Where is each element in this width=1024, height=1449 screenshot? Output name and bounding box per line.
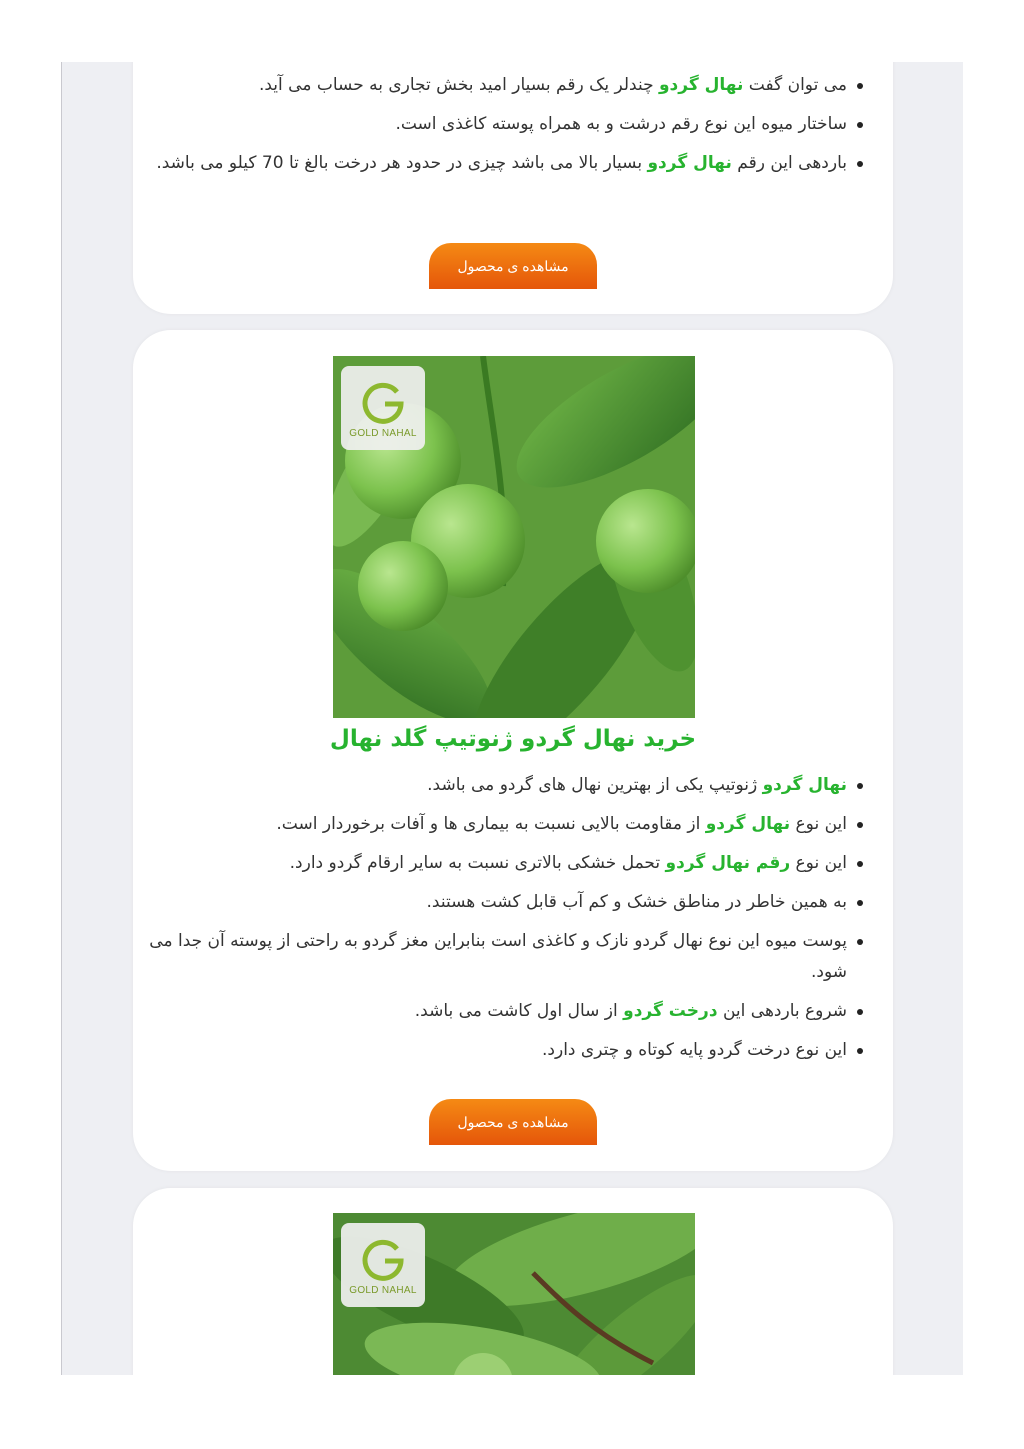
feature-text: شروع باردهی این [717,1001,847,1021]
logo-text: GOLD NAHAL [349,427,417,439]
g-logo-icon [359,1235,407,1283]
product-card-next [133,1188,893,1375]
keyword-link[interactable]: نهال گردو [705,814,791,834]
feature-item [145,70,865,101]
product-card-genotype [133,330,893,1171]
gold-nahal-logo [341,1223,425,1307]
feature-text: این نوع [790,853,847,873]
feature-text: از سال اول کاشت می باشد. [414,1001,624,1021]
feature-text: می توان گفت [743,75,847,95]
content-column [61,62,963,1375]
feature-text: به همین خاطر در مناطق خشک و کم آب قابل کشت هستند. [426,892,847,912]
feature-item [145,887,865,918]
view-product-button[interactable]: مشاهده ی محصول [429,1099,597,1145]
gold-nahal-logo [341,366,425,450]
logo-text: GOLD NAHAL [349,1284,417,1296]
keyword-link[interactable]: درخت گردو [623,1001,718,1021]
feature-item [145,996,865,1027]
feature-text: ژنوتیپ یکی از بهترین نهال های گردو می باشد. [427,775,763,795]
feature-item [145,926,865,988]
feature-item [145,109,865,140]
feature-item [145,770,865,801]
keyword-link[interactable]: نهال گردو [647,153,732,173]
product-title[interactable]: خرید نهال گردو ژنوتیپ گلد نهال [329,726,697,752]
g-logo-icon [359,378,407,426]
keyword-link[interactable]: رقم نهال گردو [665,853,791,873]
feature-list [145,770,865,1074]
feature-text: ساختار میوه این نوع رقم درشت و به همراه پوسته کاغذی است. [395,114,847,134]
feature-list [145,70,865,187]
view-product-button[interactable]: مشاهده ی محصول [429,243,597,289]
feature-item [145,848,865,879]
feature-text: از مقاومت بالایی نسبت به بیماری ها و آفات برخوردار است. [276,814,706,834]
feature-text: چندلر یک رقم بسیار امید بخش تجاری به حساب می آید. [258,75,659,95]
keyword-link[interactable]: نهال گردو [658,75,744,95]
keyword-link[interactable]: نهال گردو [762,775,847,795]
feature-text: بسیار بالا می باشد چیزی در حدود هر درخت بالغ تا 70 کیلو می باشد. [156,153,648,173]
feature-item [145,1035,865,1066]
feature-text: این نوع [790,814,847,834]
product-image[interactable] [333,1213,695,1375]
product-card-chandler [133,62,893,314]
feature-text: تحمل خشکی بالاتری نسبت به سایر ارقام گردو دارد. [289,853,666,873]
product-image[interactable] [333,356,695,718]
feature-text: باردهی این رقم [731,153,847,173]
feature-item [145,148,865,179]
feature-text: پوست میوه این نوع نهال گردو نازک و کاغذی است بنابراین مغز گردو به راحتی از پوسته آن جدا می شود. [149,931,847,982]
feature-text: این نوع درخت گردو پایه کوتاه و چتری دارد. [542,1040,847,1060]
feature-item [145,809,865,840]
